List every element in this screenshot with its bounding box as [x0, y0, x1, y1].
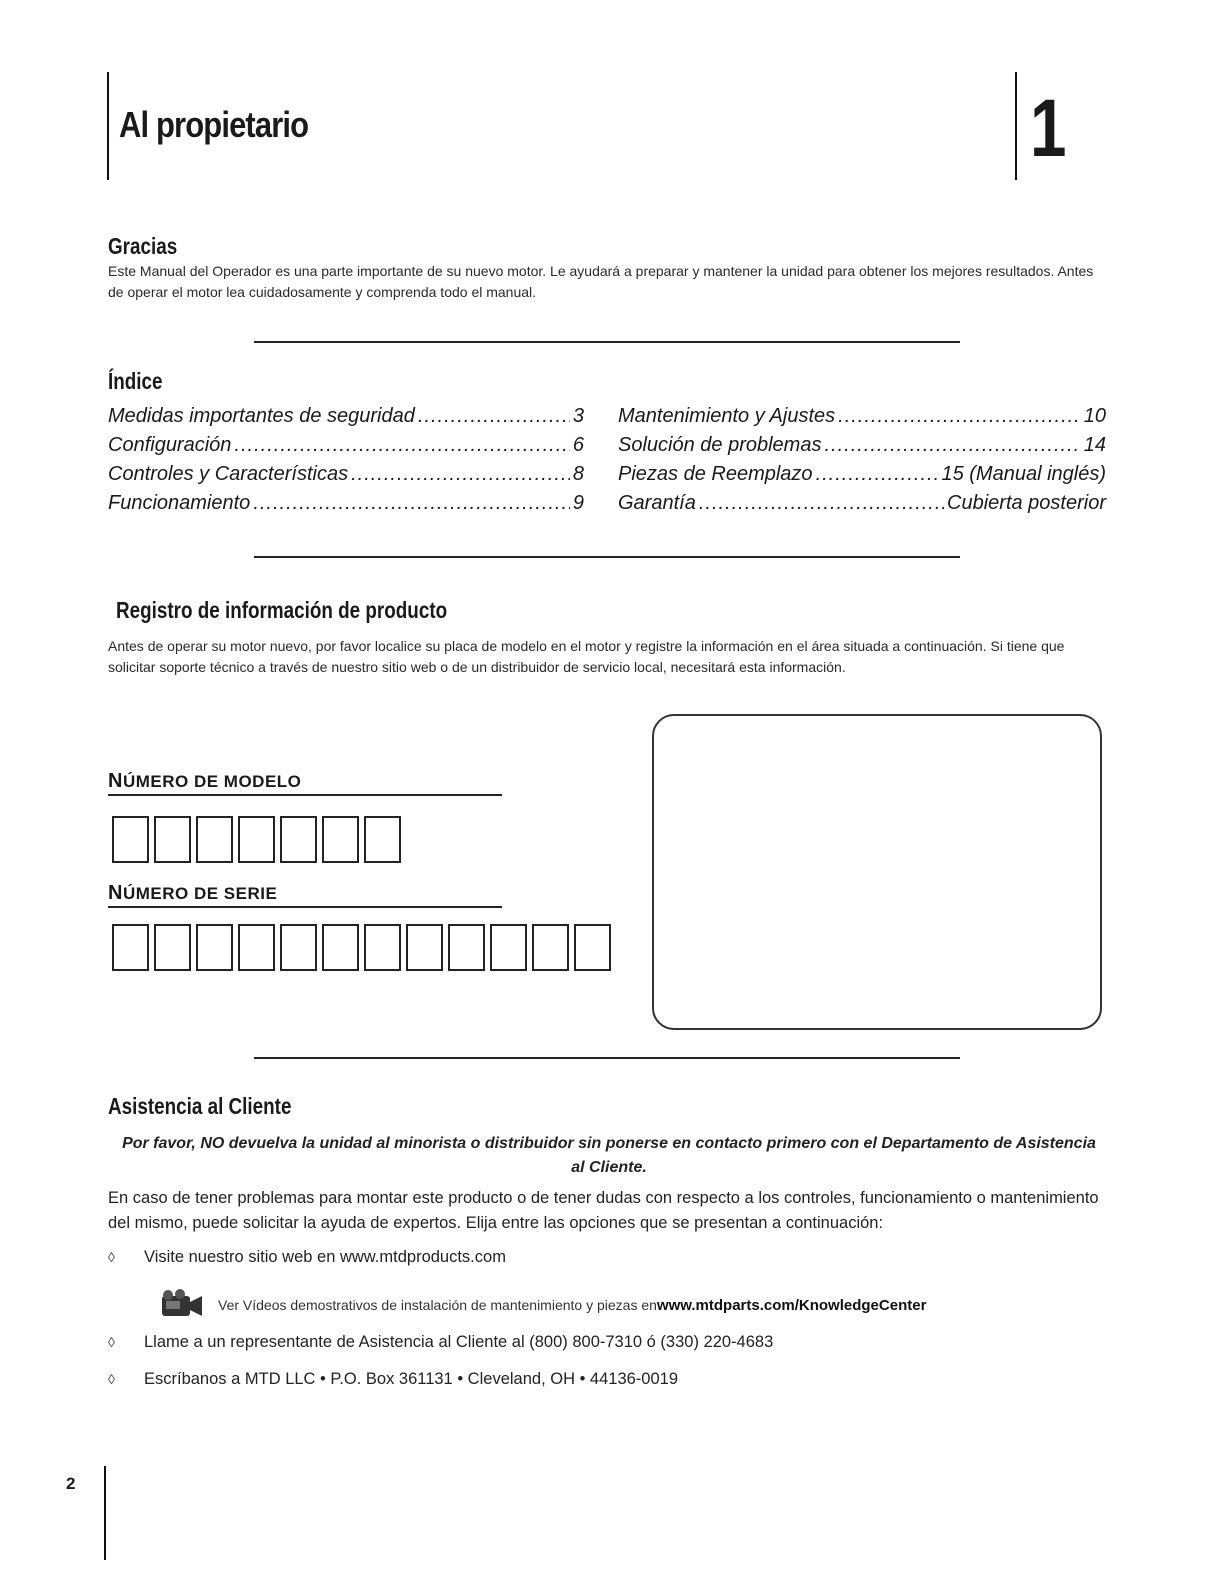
- index-entry-page: 8: [572, 463, 584, 485]
- index-entry-label: Mantenimiento y Ajustes: [618, 405, 836, 427]
- video-row: [150, 1288, 926, 1322]
- dot-leader: [816, 460, 939, 488]
- header-right-bar: [1015, 72, 1017, 180]
- divider-2: [254, 556, 960, 558]
- index-entry-label: Controles y Características: [108, 463, 349, 485]
- chapter-number: 1: [1030, 83, 1067, 174]
- dot-leader: [253, 489, 570, 517]
- dot-leader: [699, 489, 944, 517]
- index-left-column: [108, 402, 584, 518]
- digit-box[interactable]: [154, 816, 191, 863]
- registration-heading: Registro de información de producto: [116, 597, 448, 623]
- index-entry-page: 14: [1083, 434, 1106, 456]
- digit-box[interactable]: [238, 816, 275, 863]
- digit-box[interactable]: [196, 816, 233, 863]
- index-entry-page: 3: [572, 405, 584, 427]
- bullet-icon: ◊: [108, 1371, 115, 1387]
- digit-box[interactable]: [448, 924, 485, 971]
- digit-box[interactable]: [112, 816, 149, 863]
- index-entry[interactable]: [108, 431, 584, 460]
- digit-box[interactable]: [154, 924, 191, 971]
- video-camera-icon: [150, 1288, 204, 1322]
- bullet-phone: [108, 1333, 773, 1352]
- index-entry[interactable]: [108, 489, 584, 518]
- digit-box[interactable]: [238, 924, 275, 971]
- model-plate-area: [652, 714, 1102, 1030]
- header-left-bar: [107, 72, 109, 180]
- digit-box[interactable]: [574, 924, 611, 971]
- index-entry-label: Configuración: [108, 434, 232, 456]
- dot-leader: [838, 402, 1081, 430]
- mail-text: Escríbanos a MTD LLC • P.O. Box 361131 • Cleveland, OH • 44136-0019: [144, 1370, 679, 1388]
- thanks-heading: Gracias: [108, 233, 178, 259]
- support-body: En caso de tener problemas para montar este producto o de tener dudas con respecto a los controles, funcionamiento o mantenimiento del mismo, puede solicitar la ayuda de expertos. Elija entre las opciones que se presentan a continuación:: [108, 1189, 1099, 1232]
- page-number: 2: [66, 1474, 76, 1493]
- digit-box[interactable]: [322, 924, 359, 971]
- serial-number-label: NÚMERO DE SERIE: [108, 882, 278, 904]
- digit-box[interactable]: [406, 924, 443, 971]
- index-entry[interactable]: [108, 402, 584, 431]
- knowledge-center-link[interactable]: www.mtdparts.com/KnowledgeCenter: [656, 1296, 927, 1314]
- dot-leader: [351, 460, 570, 488]
- dot-leader: [824, 431, 1080, 459]
- digit-box[interactable]: [322, 816, 359, 863]
- thanks-body: Este Manual del Operador es una parte importante de su nuevo motor. Le ayudará a preparar y mantener la unidad para obtener los mejores resultados. Antes de operar el motor lea cuidadosamente y comprenda todo el manual.: [108, 263, 1094, 300]
- website-link[interactable]: Visite nuestro sitio web en www.mtdproducts.com: [144, 1248, 506, 1266]
- digit-box[interactable]: [364, 924, 401, 971]
- model-number-label: NÚMERO DE MODELO: [108, 770, 302, 792]
- index-entry-label: Piezas de Reemplazo: [618, 463, 813, 485]
- digit-box[interactable]: [490, 924, 527, 971]
- digit-box[interactable]: [532, 924, 569, 971]
- footer-bar: [104, 1466, 106, 1560]
- index-right-column: [618, 402, 1106, 518]
- bullet-website: [108, 1248, 506, 1267]
- index-entry[interactable]: [618, 402, 1106, 431]
- index-entry-label: Solución de problemas: [618, 434, 822, 456]
- index-entry-page: 10: [1083, 405, 1106, 427]
- bullet-icon: ◊: [108, 1249, 115, 1265]
- bullet-icon: ◊: [108, 1334, 115, 1350]
- index-entry[interactable]: [108, 460, 584, 489]
- registration-body: Antes de operar su motor nuevo, por favor localice su placa de modelo en el motor y registre la información en el área situada a continuación. Si tiene que solicitar soporte técnico a través de nuestro sitio web o de un distribuidor de servicio local, necesitará esta información.: [108, 638, 1065, 675]
- page-title: Al propietario: [119, 104, 309, 145]
- serial-label-underline: [108, 906, 502, 908]
- index-entry-page: Cubierta posterior: [947, 492, 1106, 514]
- index-entry-label: Funcionamiento: [108, 492, 251, 514]
- index-entry-label: Medidas importantes de seguridad: [108, 405, 415, 427]
- index-entry[interactable]: [618, 460, 1106, 489]
- model-label-underline: [108, 794, 502, 796]
- bullet-mail: [108, 1370, 678, 1389]
- index-entry[interactable]: [618, 489, 1106, 518]
- index-entry-page: 6: [572, 434, 584, 456]
- digit-box[interactable]: [280, 924, 317, 971]
- support-heading: Asistencia al Cliente: [108, 1093, 292, 1119]
- support-note: Por favor, NO devuelva la unidad al minorista o distribuidor sin ponerse en contacto primero con el Departamento de Asistencia al Cliente.: [122, 1135, 1096, 1176]
- video-text: Ver Vídeos demostrativos de instalación de mantenimiento y piezas en: [218, 1297, 657, 1313]
- digit-box[interactable]: [112, 924, 149, 971]
- model-number-boxes[interactable]: [112, 816, 401, 863]
- digit-box[interactable]: [364, 816, 401, 863]
- divider-3: [254, 1057, 960, 1059]
- serial-number-boxes[interactable]: [112, 924, 611, 971]
- digit-box[interactable]: [280, 816, 317, 863]
- index-heading: Índice: [108, 368, 163, 394]
- digit-box[interactable]: [196, 924, 233, 971]
- index-entry-label: Garantía: [618, 492, 696, 514]
- index-entry-page: 9: [572, 492, 584, 514]
- divider-1: [254, 341, 960, 343]
- dot-leader: [418, 402, 570, 430]
- index-entry[interactable]: [618, 431, 1106, 460]
- index-entry-page: 15 (Manual inglés): [941, 463, 1106, 485]
- phone-text: Llame a un representante de Asistencia al Cliente al (800) 800-7310 ó (330) 220-4683: [144, 1333, 774, 1351]
- dot-leader: [234, 431, 569, 459]
